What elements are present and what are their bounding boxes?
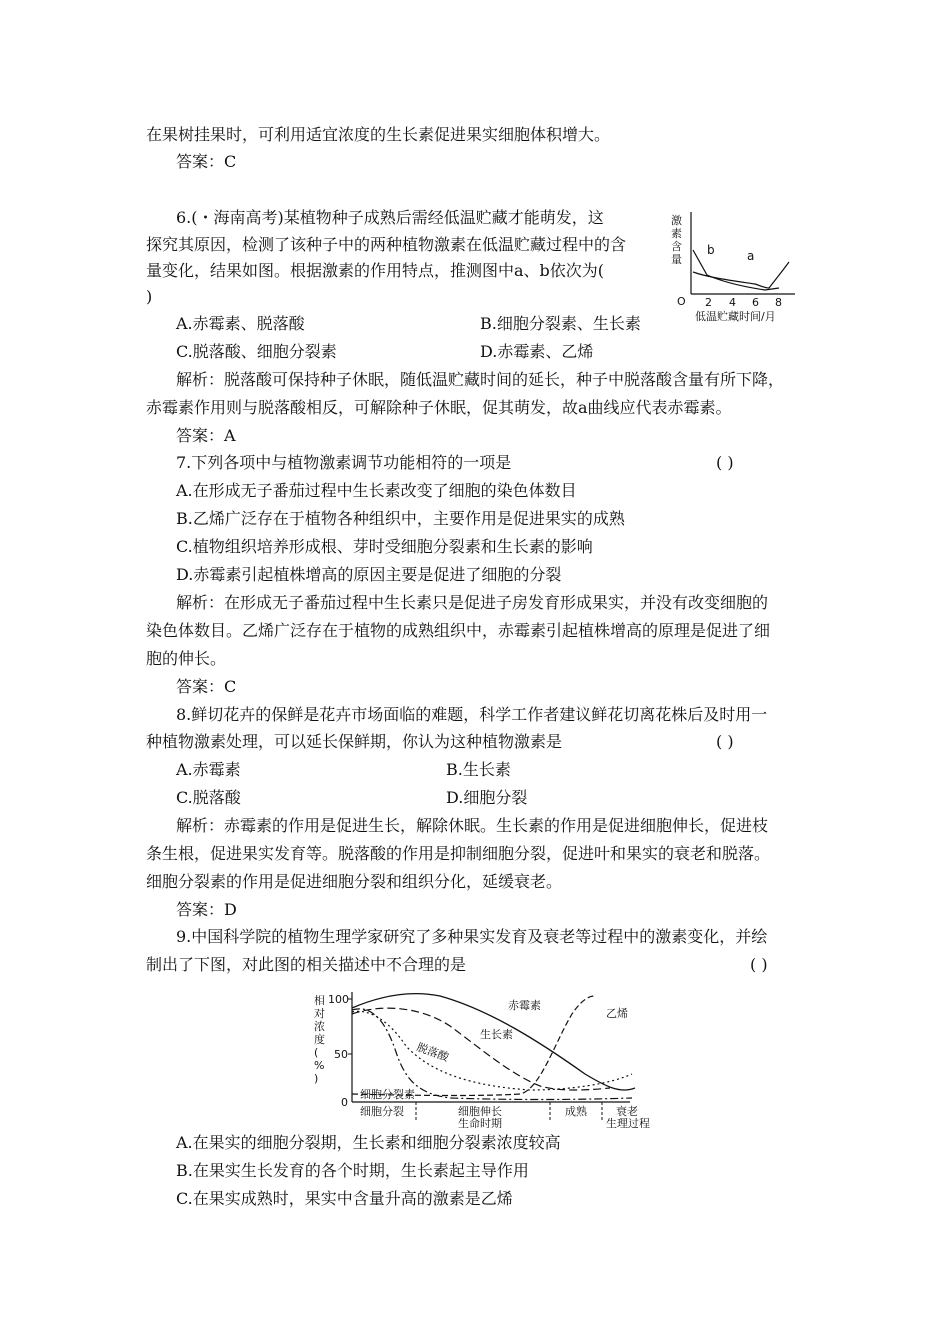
q9-ylabel-char: 度 xyxy=(314,1033,325,1046)
q6-explanation-line-1: 解析：脱落酸可保持种子休眠，随低温贮藏时间的延长，种子中脱落酸含量有所下降， xyxy=(176,370,785,389)
q7-explanation-line-2: 染色体数目。乙烯广泛存在于植物的成熟组织中，赤霉素引起植株增高的原理是促进了细 xyxy=(146,621,771,640)
q9-curve-ethylene xyxy=(352,996,594,1096)
q8-explanation-line-2: 条生根，促进果实发育等。脱落酸的作用是抑制细胞分裂，促进叶和果实的衰老和脱落。 xyxy=(146,844,771,863)
q8-option-a: A.赤霉素 xyxy=(176,760,241,779)
q8-explanation-line-3: 细胞分裂素的作用是促进细胞分裂和组织分化，延缓衰老。 xyxy=(146,872,563,891)
q9-xlabel-right: 生理过程 xyxy=(606,1117,650,1128)
q9-ylabel-char: 相 xyxy=(314,994,325,1007)
q9-answer-blank: ( ) xyxy=(750,955,768,974)
q6-answer: 答案：A xyxy=(176,426,236,445)
q6-stem-line-2: 探究其原因，检测了该种子中的两种植物激素在低温贮藏过程中的含 xyxy=(146,235,627,254)
q9-ytick-100: 100 xyxy=(328,993,349,1006)
q9-curve-cytokinin xyxy=(352,1009,632,1100)
q9-label-auxin: 生长素 xyxy=(480,1028,513,1041)
q8-option-b: B.生长素 xyxy=(446,760,511,779)
q8-answer: 答案：D xyxy=(176,900,237,919)
q9-ylabel-char: ( xyxy=(314,1046,319,1059)
q7-stem: 7.下列各项中与植物激素调节功能相符的一项是 xyxy=(176,453,512,472)
q6-explanation-line-2: 赤霉素作用则与脱落酸相反，可解除种子休眠，促其萌发，故a曲线应代表赤霉素。 xyxy=(146,398,732,417)
q9-option-b: B.在果实生长发育的各个时期，生长素起主导作用 xyxy=(176,1161,529,1180)
q9-stem-line-1: 9.中国科学院的植物生理学家研究了多种果实发育及衰老等过程中的激素变化，并绘 xyxy=(176,927,768,946)
q6-option-d: D.赤霉素、乙烯 xyxy=(480,342,594,361)
q6-curve-b xyxy=(693,250,779,290)
q7-explanation-line-1: 解析：在形成无子番茄过程中生长素只是促进子房发育形成果实，并没有改变细胞的 xyxy=(176,593,769,612)
q8-stem-line-2: 种植物激素处理，可以延长保鲜期，你认为这种植物激素是 xyxy=(146,732,563,751)
q9-curve-auxin xyxy=(352,1008,610,1090)
q7-option-b: B.乙烯广泛存在于植物各种组织中，主要作用是促进果实的成熟 xyxy=(176,509,625,528)
intro-answer: 答案：C xyxy=(176,152,237,171)
q9-label-gibberellin: 赤霉素 xyxy=(508,999,541,1012)
q9-stem-line-2: 制出了下图，对此图的相关描述中不合理的是 xyxy=(146,955,467,974)
q6-stem-line-1: 6.(・海南高考)某植物种子成熟后需经低温贮藏才能萌发，这 xyxy=(176,208,604,227)
q6-tick-2: 2 xyxy=(705,296,712,309)
q9-xlabel-left: 生命时期 xyxy=(458,1117,502,1128)
q9-label-ethylene: 乙烯 xyxy=(606,1007,628,1020)
q9-stage-senescence: 衰老 xyxy=(616,1105,638,1118)
q6-option-a: A.赤霉素、脱落酸 xyxy=(176,314,305,333)
q9-ylabel-char: 浓 xyxy=(314,1020,325,1033)
q9-chart-ylabel xyxy=(314,993,325,1085)
q9-ytick-50: 50 xyxy=(334,1048,348,1061)
q6-hormone-chart xyxy=(665,210,800,322)
q9-option-a: A.在果实的细胞分裂期，生长素和细胞分裂素浓度较高 xyxy=(176,1133,561,1152)
q6-option-c: C.脱落酸、细胞分裂素 xyxy=(176,342,337,361)
q7-option-a: A.在形成无子番茄过程中生长素改变了细胞的染色体数目 xyxy=(176,481,577,500)
intro-line-1: 在果树挂果时，可利用适宜浓度的生长素促进果实细胞体积增大。 xyxy=(146,125,611,144)
q7-answer: 答案：C xyxy=(176,677,237,696)
q6-option-b: B.细胞分裂素、生长素 xyxy=(480,314,641,333)
q7-answer-blank: ( ) xyxy=(716,453,734,472)
q8-explanation-line-1: 解析：赤霉素的作用是促进生长，解除休眠。生长素的作用是促进细胞伸长，促进枝 xyxy=(176,816,769,835)
q6-tick-4: 4 xyxy=(729,296,736,309)
q9-ylabel-char: ) xyxy=(314,1072,319,1085)
q7-explanation-line-3: 胞的伸长。 xyxy=(146,649,227,668)
q8-option-d: D.细胞分裂 xyxy=(446,788,528,807)
q6-chart-origin: O xyxy=(677,295,686,308)
q6-chart-xlabel: 低温贮藏时间/月 xyxy=(695,310,776,322)
q9-option-c: C.在果实成熟时，果实中含量升高的激素是乙烯 xyxy=(176,1189,513,1208)
q9-fruit-hormone-chart xyxy=(310,982,670,1128)
q9-stage-division: 细胞分裂 xyxy=(360,1105,404,1118)
q6-curve-a-label: a xyxy=(747,249,755,263)
q9-curve-abscisic-acid xyxy=(352,1011,632,1090)
q6-stem-line-3: 量变化，结果如图。根据激素的作用特点，推测图中a、b依次为( xyxy=(146,261,605,280)
q9-stage-ripening: 成熟 xyxy=(565,1105,587,1118)
q9-label-cytokinin: 细胞分裂素 xyxy=(360,1088,415,1101)
q9-ytick-0: 0 xyxy=(341,1096,348,1109)
q6-curve-b-label: b xyxy=(707,243,715,257)
q9-stage-elongation: 细胞伸长 xyxy=(458,1105,502,1118)
q9-ylabel-char: 对 xyxy=(314,1007,325,1020)
q6-stem-line-4: ) xyxy=(146,287,153,306)
q9-ylabel-char: % xyxy=(314,1059,325,1072)
q6-tick-6: 6 xyxy=(752,296,759,309)
q8-option-c: C.脱落酸 xyxy=(176,788,241,807)
q8-stem-line-1: 8.鲜切花卉的保鲜是花卉市场面临的难题，科学工作者建议鲜花切离花株后及时用一 xyxy=(176,705,768,724)
q8-answer-blank: ( ) xyxy=(716,732,734,751)
q7-option-c: C.植物组织培养形成根、芽时受细胞分裂素和生长素的影响 xyxy=(176,537,593,556)
q7-option-d: D.赤霉素引起植株增高的原因主要是促进了细胞的分裂 xyxy=(176,565,562,584)
q9-label-abscisic-acid: 脱落酸 xyxy=(414,1040,451,1065)
q6-tick-8: 8 xyxy=(775,296,782,309)
q6-chart-ylabel: 激素含量 xyxy=(671,214,682,266)
